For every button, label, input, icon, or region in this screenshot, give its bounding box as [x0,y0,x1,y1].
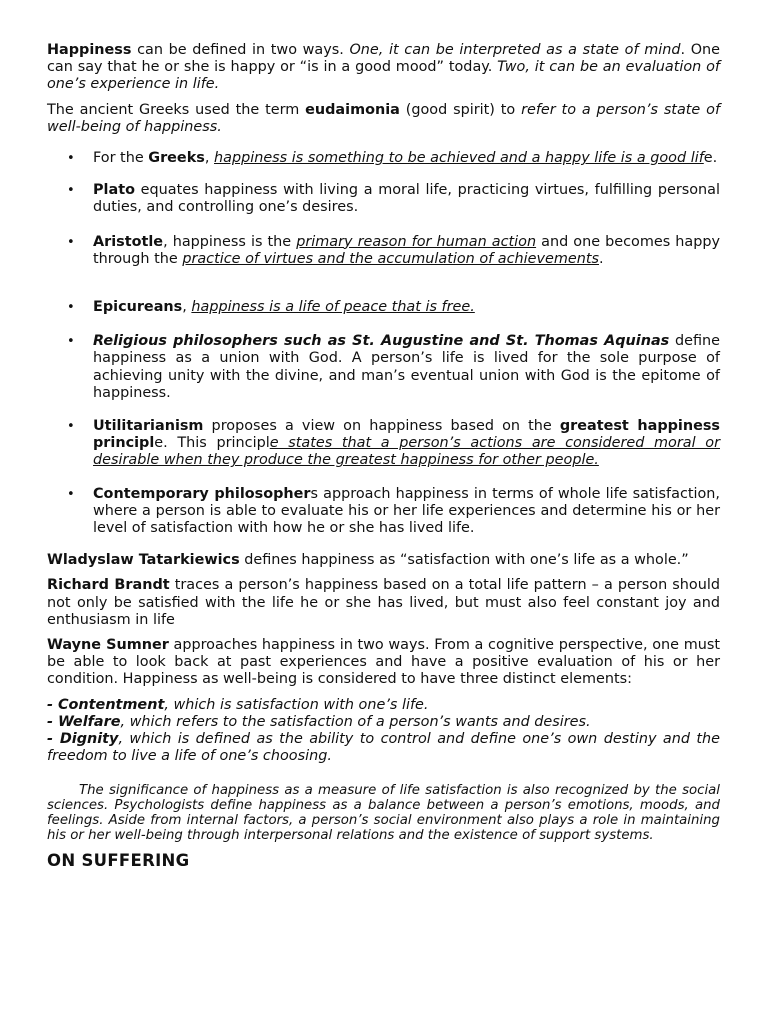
bullet-icon: • [67,419,75,435]
paragraph-brandt: Richard Brandt traces a person’s happiness based on a total life pattern – a person should not only be satisfied with the life he or she has lived, but must also feel constant joy and enthusiasm in life [47,577,720,628]
bullet-icon: • [67,300,75,316]
paragraph-eudaimonia: The ancient Greeks used the term eudaimonia (good spirit) to refer to a person’s state of well-being of happiness. [47,101,721,135]
list-item-religious-philosophers: • Religious philosophers such as St. Augustine and St. Thomas Aquinas define happiness as a union with God. A person’s life is lived for the sole purpose of achieving unity with the divine, and man’s eventual union with God is the epitome of happiness. [67,333,720,401]
bullet-icon: • [67,334,75,350]
bullet-icon: • [67,234,75,250]
wellbeing-elements [47,697,720,766]
paragraph-happiness-definition: Happiness can be defined in two ways. One, it can be interpreted as a state of mind. One can say that he or she is happy or “is in a good mood” today. Two, it can be an evaluation of one’s experience in life. [47,42,720,93]
element-welfare: - Welfare, which refers to the satisfaction of a person’s wants and desires. [47,713,591,730]
list-item-epicureans: • Epicureans, happiness is a life of peace that is free. [67,299,475,316]
bullet-icon: • [67,151,75,167]
list-item-contemporary-philosophers: • Contemporary philosophers approach happiness in terms of whole life satisfaction, where a person is able to evaluate his or her life experiences and determine his or her level of satisfaction with how he or she has lived life. [67,485,720,537]
philosophers-list [47,150,720,537]
document-page [47,42,720,870]
list-item-plato: • Plato equates happiness with living a moral life, practicing virtues, fulfilling personal duties, and controlling one’s desires. [67,182,720,216]
list-item-greeks: • For the Greeks, happiness is something to be achieved and a happy life is a good life. [67,150,718,167]
term-eudaimonia: eudaimonia [305,101,400,118]
paragraph-social-sciences-note: The significance of happiness as a measure of life satisfaction is also recognized by the social sciences. Psychologists define happiness as a balance between a person’s emotions, moods, and feelings. Aside from internal factors, a person’s social environment also plays a role in maintaining his or her well-being through interpersonal relations and the existence of support systems. [47,782,720,844]
bullet-icon: • [67,183,75,199]
list-item-aristotle: • Aristotle, happiness is the primary reason for human action and one becomes happy through the practice of virtues and the accumulation of achievements. [67,233,720,267]
section-heading-suffering: ON SUFFERING [47,851,190,871]
element-dignity: - Dignity, which is defined as the ability to control and define one’s own destiny and the freedom to live a life of one’s choosing. [47,731,720,765]
term-happiness: Happiness [47,42,132,58]
paragraph-sumner: Wayne Sumner approaches happiness in two ways. From a cognitive perspective, one must be able to look back at past experiences and have a positive evaluation of his or her condition. Happiness as well-being is considered to have three distinct elements: [47,637,720,688]
paragraph-tatarkiewics: Wladyslaw Tatarkiewics defines happiness as “satisfaction with one’s life as a whole.” [47,552,689,569]
element-contentment: - Contentment, which is satisfaction with one’s life. [47,696,429,713]
bullet-icon: • [67,486,75,502]
list-item-utilitarianism: • Utilitarianism proposes a view on happiness based on the greatest happiness principle. This principle states that a person’s actions are considered moral or desirable when they produce the greatest happiness for other people. [67,418,720,469]
